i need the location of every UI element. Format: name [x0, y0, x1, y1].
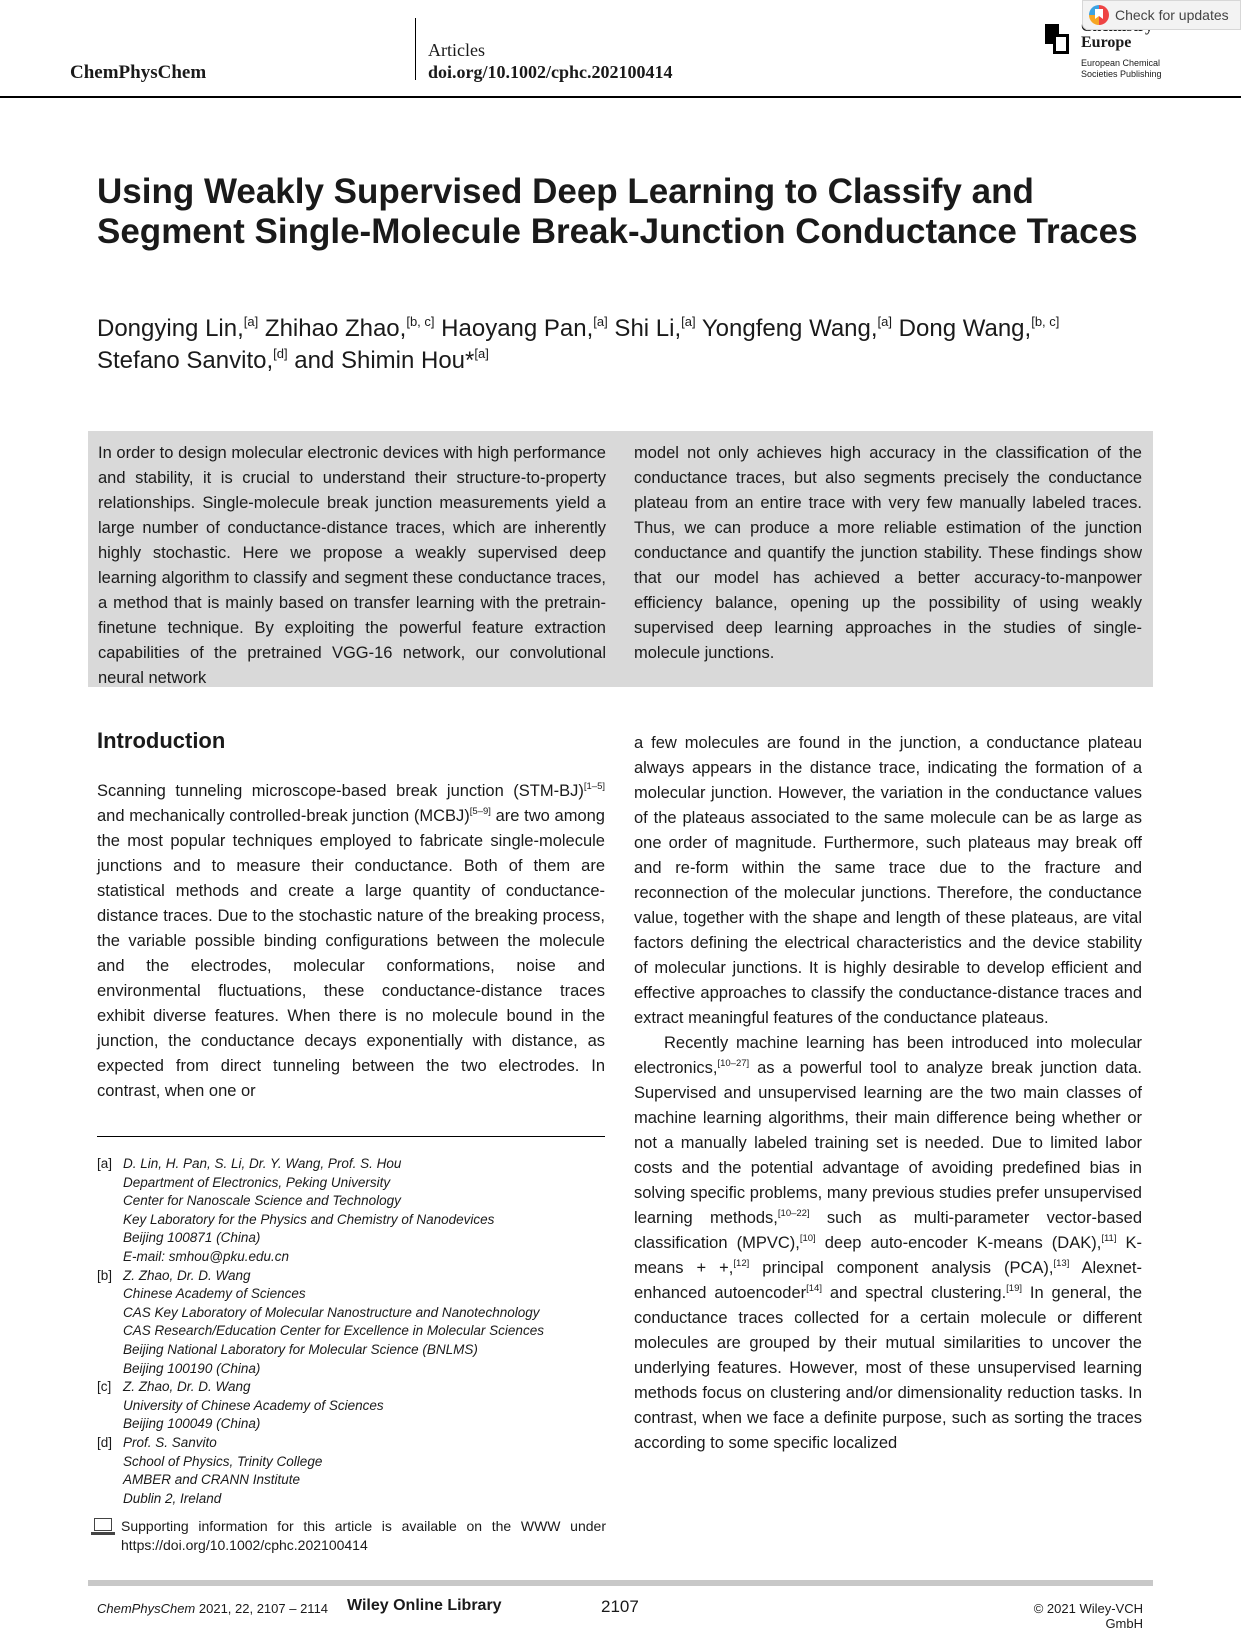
citation-ref[interactable]: [13] [1053, 1258, 1070, 1269]
affiliation-line: Chinese Academy of Sciences [123, 1286, 306, 1302]
author-name: Shi Li, [607, 315, 682, 342]
citation-ref[interactable]: [14] [806, 1283, 822, 1294]
citation-ref[interactable]: [19] [1006, 1283, 1023, 1294]
affiliation-line: University of Chinese Academy of Sciences [123, 1397, 384, 1413]
author-affiliation-mark: [d] [273, 346, 288, 361]
check-for-updates-button[interactable] [1082, 0, 1241, 30]
chemistry-europe-logo-icon [1045, 24, 1071, 54]
abstract-box [88, 431, 1153, 687]
author-name: Haoyang Pan, [434, 315, 594, 342]
text-run: K-means + +, [634, 1234, 1142, 1277]
footer-journal-name: ChemPhysChem [97, 1601, 196, 1616]
supporting-info-text: Supporting information for this article is available on the WWW under https://doi.org/10.1002/cphc.202100414 [121, 1518, 606, 1553]
text-run: and spectral clustering. [821, 1284, 1007, 1302]
author-name: Zhihao Zhao, [258, 315, 407, 342]
affiliation-line: Dublin 2, Ireland [123, 1490, 222, 1506]
header-divider [415, 18, 416, 80]
abstract-left-column: In order to design molecular electronic devices with high performance and stability, it is crucial to understand their structure-to-property relationships. Single-molecule break junction measurements yield a large number of conductance-distance traces, which are inherently highly stochastic. Here we propose a weakly supervised deep learning algorithm to classify and segment these conductance traces, a method that is mainly based on transfer learning with the pretrain-finetune technique. By exploiting the powerful feature extraction capabilities of the pretrained VGG-16 network, our convolutional neural network [98, 444, 606, 687]
affiliation-tag: [b] [97, 1267, 113, 1283]
intro-paragraph-1 [97, 779, 605, 1104]
journal-name: ChemPhysChem [70, 62, 207, 83]
author-list [97, 313, 1177, 377]
author-name: Yongfeng Wang, [695, 315, 878, 342]
footer-volume-pages: 2021, 22, 2107 – 2114 [195, 1601, 329, 1616]
intro-left-column [97, 779, 605, 1104]
citation-ref[interactable]: [10–22] [777, 1208, 810, 1219]
logo-sub2: Societies Publishing [1081, 69, 1162, 79]
text-run: as a powerful tool to analyze break junction data. Supervised and unsupervised learning are the two main classes of machine learning algorithms, their main difference being whether or not a manually labeled training set is needed. Due to limited labor costs and the potential advantage of avoiding predefined bias in solving specific problems, many previous studies prefer unsupervised learning methods, [634, 1059, 1142, 1227]
intro-right-column [634, 731, 1142, 1456]
doi-link[interactable]: doi.org/10.1002/cphc.202100414 [428, 62, 673, 82]
affiliation-line: Beijing 100190 (China) [123, 1360, 261, 1376]
affiliation-line: CAS Key Laboratory of Molecular Nanostructure and Nanotechnology [123, 1304, 540, 1320]
affiliation-line: Beijing National Laboratory for Molecular Science (BNLMS) [123, 1341, 478, 1357]
text-run: such as multi-parameter vector-based classification (MPVC), [634, 1209, 1142, 1252]
affiliation-line: Key Laboratory for the Physics and Chemistry of Nanodevices [123, 1211, 495, 1227]
citation-ref[interactable]: [12] [733, 1258, 750, 1269]
wiley-online-library-link[interactable]: Wiley Online Library [347, 1597, 502, 1614]
intro-paragraph-1-continued: a few molecules are found in the junction, a conductance plateau always appears in the distance trace, indicating the formation of a molecular junction. However, the variation in the conductance values of the plateaus associated to the same molecule can be as large as one order of magnitude. Furthermore, such plateaus may break off and re-form within the same trace due to the fracture and reconnection of the molecular junctions. Therefore, the conductance value, together with the shape and length of these plateaus, are vital factors defining the electrical characteristics and the device stability of molecular junctions. It is highly desirable to develop efficient and effective approaches to classify the conductance-distance traces and extract meaningful features of the conductance plateaus. [634, 734, 1142, 1027]
affiliation-line: Department of Electronics, Peking University [123, 1174, 391, 1190]
text-run: Alexnet-enhanced autoencoder [634, 1259, 1142, 1302]
affiliation-line[interactable]: E-mail: smhou@pku.edu.cn [123, 1248, 290, 1264]
author-name: and Shimin Hou* [287, 347, 475, 374]
text-run: deep auto-encoder K-means (DAK), [815, 1234, 1102, 1252]
affiliation-block [97, 1378, 617, 1434]
author-affiliation-mark: [a] [877, 314, 893, 329]
section-heading-introduction: Introduction [97, 728, 226, 753]
author-affiliation-mark: [a] [681, 314, 696, 329]
supporting-info [91, 1517, 606, 1555]
copyright: © 2021 Wiley-VCH GmbH [1033, 1601, 1143, 1631]
footer-citation [97, 1601, 328, 1616]
affiliation-block [97, 1155, 617, 1267]
citation-ref[interactable]: [1–5] [583, 781, 605, 792]
affiliation-line: Center for Nanoscale Science and Technology [123, 1193, 401, 1209]
crossmark-icon [1089, 5, 1109, 25]
text-run: Scanning tunneling microscope-based break junction (STM-BJ) [97, 782, 584, 800]
author-affiliation-mark: [a] [243, 314, 259, 329]
author-affiliation-mark: [b, c] [406, 314, 435, 329]
check-updates-label: Check for updates [1115, 7, 1229, 23]
citation-ref[interactable]: [10–27] [717, 1058, 750, 1069]
abstract-right-column: model not only achieves high accuracy in the classification of the conductance traces, but also segments precisely the conductance plateau from an entire trace with very few manually labeled traces. Thus, we can produce a more reliable estimation of the junction conductance and quantify the junction stability. These findings show that our model has achieved a better accuracy-to-manpower efficiency balance, opening up the possibility of using weakly supervised deep learning approaches in the studies of single-molecule junctions. [634, 444, 1142, 662]
affiliation-block [97, 1267, 617, 1379]
intro-paragraph-2 [634, 1031, 1142, 1456]
text-run: In general, the conductance traces collected for a certain molecule or different molecules are grouped by their mutual similarities to uncover the underlying features. However, most of these unsupervised learning methods focus on clustering and/or dimensionality reduction tasks. In contrast, when we face a definite purpose, such as sorting the traces according to some specific localized [634, 1284, 1143, 1452]
affiliations [97, 1155, 617, 1508]
affiliation-tag: [c] [97, 1379, 112, 1395]
citation-ref[interactable]: [10] [799, 1233, 816, 1244]
affiliation-block [97, 1434, 617, 1508]
author-name: Dongying Lin, [97, 315, 244, 342]
affiliation-line: Beijing 100871 (China) [123, 1230, 261, 1246]
author-name: Dong Wang, [892, 315, 1032, 342]
affiliation-line: AMBER and CRANN Institute [123, 1472, 301, 1488]
author-affiliation-mark: [b, c] [1031, 314, 1060, 329]
section-label: Articles [428, 40, 485, 60]
laptop-icon [91, 1517, 115, 1539]
affiliation-line: D. Lin, H. Pan, S. Li, Dr. Y. Wang, Prof. S. Hou [123, 1156, 402, 1171]
footer-bar [88, 1580, 1153, 1586]
header-rule [0, 96, 1241, 98]
affiliation-line: Z. Zhao, Dr. D. Wang [123, 1379, 251, 1395]
author-affiliation-mark: [a] [474, 346, 489, 361]
affiliation-tag: [a] [97, 1156, 113, 1171]
affiliation-line: CAS Research/Education Center for Excellence in Molecular Sciences [123, 1323, 544, 1339]
citation-ref[interactable]: [11] [1101, 1233, 1117, 1244]
text-run: Recently machine learning has been introduced into molecular electronics, [634, 1034, 1142, 1077]
citation-ref[interactable]: [5–9] [469, 806, 491, 817]
footnote-rule [97, 1136, 605, 1137]
affiliation-line: School of Physics, Trinity College [123, 1453, 323, 1469]
paper-title: Using Weakly Supervised Deep Learning to Classify and Segment Single-Molecule Break-Junction Conductance Traces [97, 172, 1138, 251]
text-run: and mechanically controlled-break junction (MCBJ) [97, 807, 470, 825]
affiliation-line: Prof. S. Sanvito [123, 1434, 217, 1450]
affiliation-line: Beijing 100049 (China) [123, 1416, 261, 1432]
page-number: 2107 [601, 1597, 639, 1616]
logo-line2: Europe [1081, 34, 1132, 51]
affiliation-tag: [d] [97, 1434, 113, 1450]
logo-sub1: European Chemical [1081, 58, 1161, 68]
author-affiliation-mark: [a] [593, 314, 608, 329]
text-run: are two among the most popular techniques employed to fabricate single-molecule junctions and to measure their conductance. Both of them are statistical methods and create a large quantity of conductance-distance traces. Due to the stochastic nature of the breaking process, the variable possible binding configurations between the molecule and the electrodes, molecular conformations, noise and environmental fluctuations, these conductance-distance traces exhibit diverse features. When there is no molecule bound in the junction, the conductance decays exponentially with distance, as expected from direct tunneling between the two electrodes. In contrast, when one or [97, 807, 605, 1100]
author-name: Stefano Sanvito, [97, 347, 274, 374]
text-run: principal component analysis (PCA), [749, 1259, 1054, 1277]
affiliation-line: Z. Zhao, Dr. D. Wang [123, 1267, 251, 1283]
